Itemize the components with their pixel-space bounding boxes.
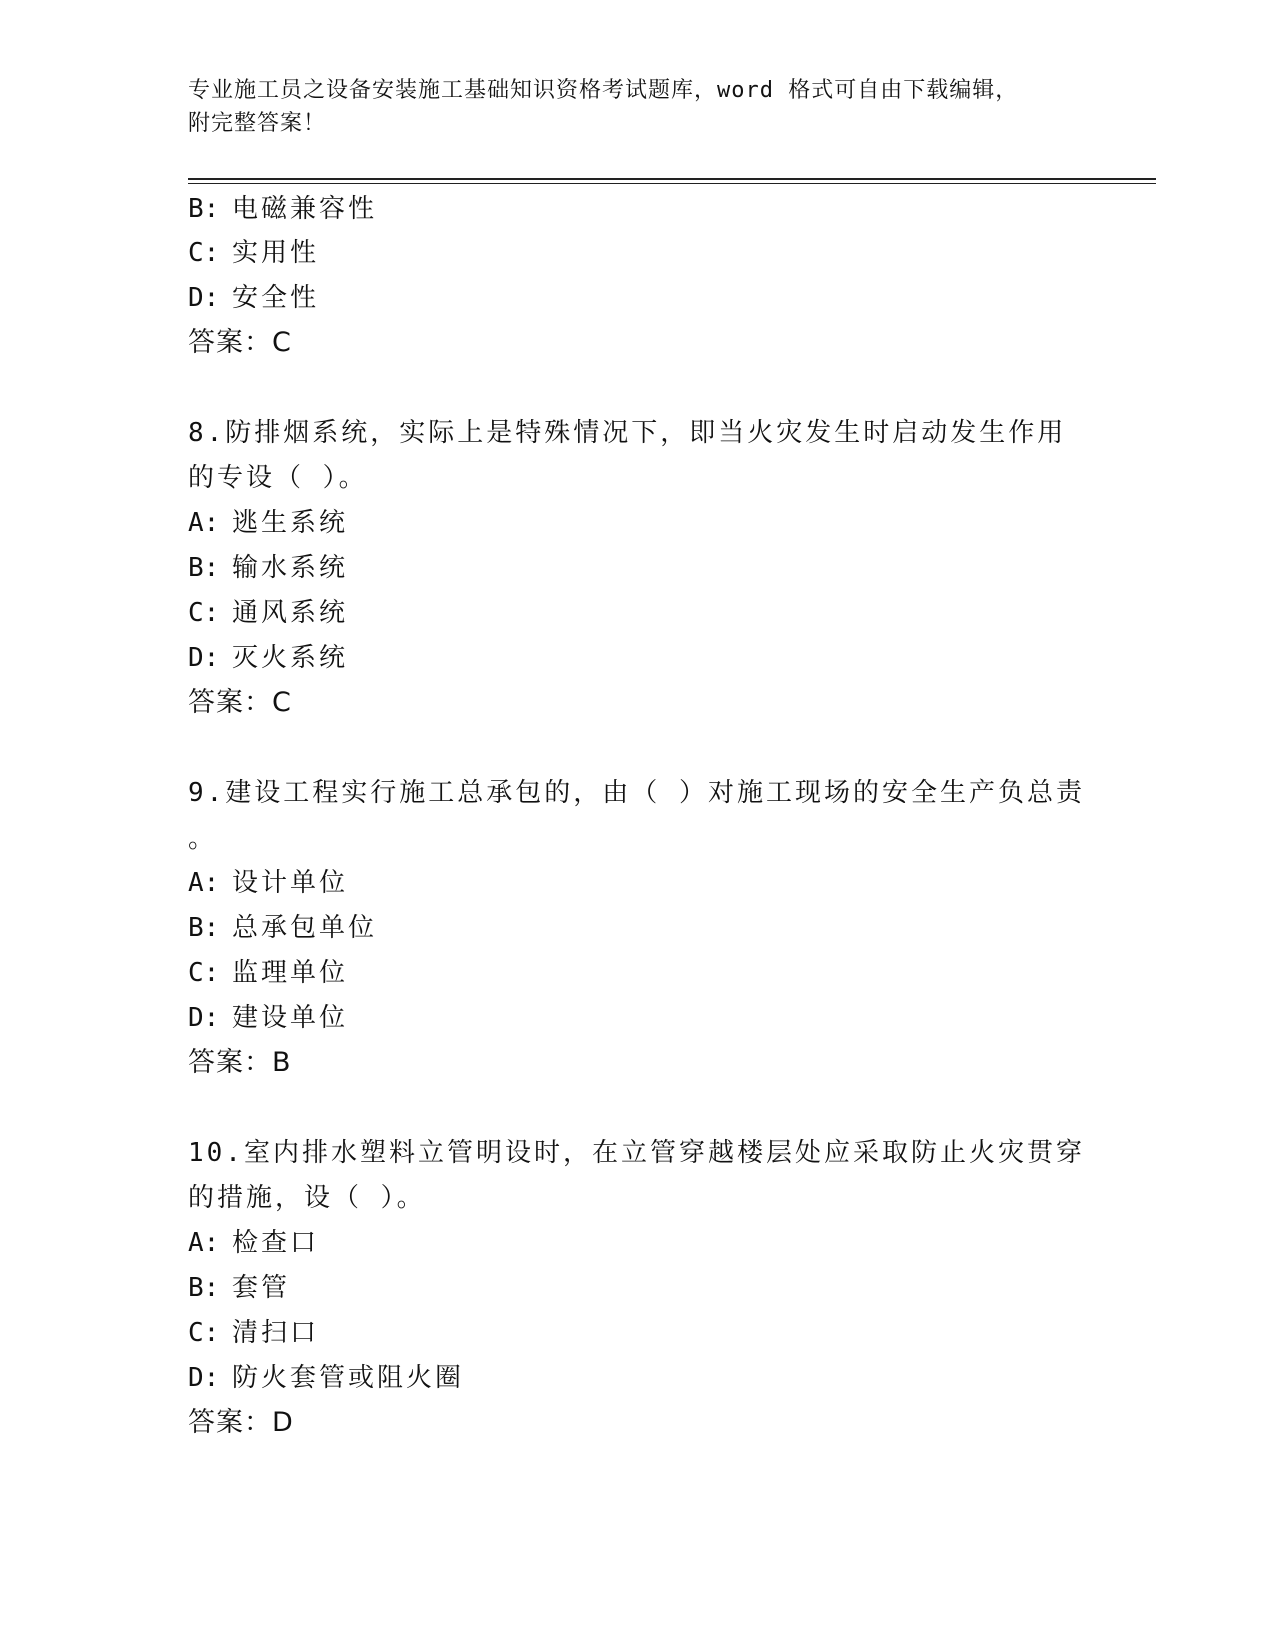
- option-letter: C:: [188, 1318, 220, 1348]
- option-text: 防火套管或阻火圈: [232, 1363, 465, 1393]
- option-letter: A:: [188, 1228, 220, 1258]
- header-line-2: 附完整答案！: [188, 111, 327, 136]
- option-text: 实用性: [232, 238, 320, 268]
- q10-stem-line-2: 的措施，设（ ）。: [188, 1183, 426, 1213]
- option-letter: C:: [188, 958, 220, 988]
- option-text: 设计单位: [232, 868, 349, 898]
- option-text: 通风系统: [232, 598, 349, 628]
- header-divider-thin: [188, 183, 1156, 184]
- option-text: 输水系统: [232, 553, 349, 583]
- q7-option-b: [188, 192, 377, 226]
- option-text: 检查口: [232, 1228, 320, 1258]
- q8-option-c: [188, 596, 348, 630]
- option-text: 建设单位: [232, 1003, 349, 1033]
- option-letter: A:: [188, 868, 220, 898]
- page-header: [188, 74, 1068, 140]
- header-divider-thick: [188, 178, 1156, 180]
- option-letter: D:: [188, 1003, 220, 1033]
- q10-option-a: [188, 1226, 319, 1260]
- q8-option-b: [188, 551, 348, 585]
- q9-option-a: [188, 866, 348, 900]
- option-letter: B:: [188, 1273, 220, 1303]
- option-text: 套管: [232, 1273, 291, 1303]
- q9-option-d: [188, 1001, 348, 1035]
- option-text: 清扫口: [232, 1318, 320, 1348]
- option-text: 电磁兼容性: [232, 194, 378, 224]
- q8-option-a: [188, 506, 348, 540]
- option-letter: A:: [188, 508, 220, 538]
- option-letter: C:: [188, 238, 220, 268]
- option-letter: D:: [188, 1363, 220, 1393]
- option-letter: C:: [188, 598, 220, 628]
- q9-option-b: [188, 911, 377, 945]
- q8-answer: 答案：C: [188, 687, 292, 718]
- option-letter: B:: [188, 194, 220, 224]
- q7-option-c: [188, 236, 319, 270]
- option-text: 逃生系统: [232, 508, 349, 538]
- option-text: 监理单位: [232, 958, 349, 988]
- q9-stem-line-1: 9.建设工程实行施工总承包的，由（ ）对施工现场的安全生产负总责: [188, 778, 1085, 808]
- q7-answer: 答案：C: [188, 327, 292, 358]
- q8-option-d: [188, 641, 348, 675]
- option-letter: B:: [188, 553, 220, 583]
- header-line-1: 专业施工员之设备安装施工基础知识资格考试题库，word 格式可自由下载编辑，: [188, 78, 1019, 103]
- q9-stem-line-2: 。: [188, 824, 218, 854]
- q7-option-d: [188, 281, 319, 315]
- q8-stem-line-2: 的专设（ ）。: [188, 463, 368, 493]
- option-text: 总承包单位: [232, 913, 378, 943]
- q10-answer: 答案：D: [188, 1407, 294, 1438]
- option-letter: B:: [188, 913, 220, 943]
- q10-option-d: [188, 1361, 464, 1395]
- option-letter: D:: [188, 283, 220, 313]
- q9-answer: 答案：B: [188, 1047, 292, 1078]
- option-text: 灭火系统: [232, 643, 349, 673]
- option-letter: D:: [188, 643, 220, 673]
- q10-option-b: [188, 1271, 290, 1305]
- q10-option-c: [188, 1316, 319, 1350]
- q10-stem-line-1: 10.室内排水塑料立管明设时，在立管穿越楼层处应采取防止火灾贯穿: [188, 1138, 1085, 1168]
- q9-option-c: [188, 956, 348, 990]
- q8-stem-line-1: 8.防排烟系统，实际上是特殊情况下，即当火灾发生时启动发生作用: [188, 418, 1067, 448]
- option-text: 安全性: [232, 283, 320, 313]
